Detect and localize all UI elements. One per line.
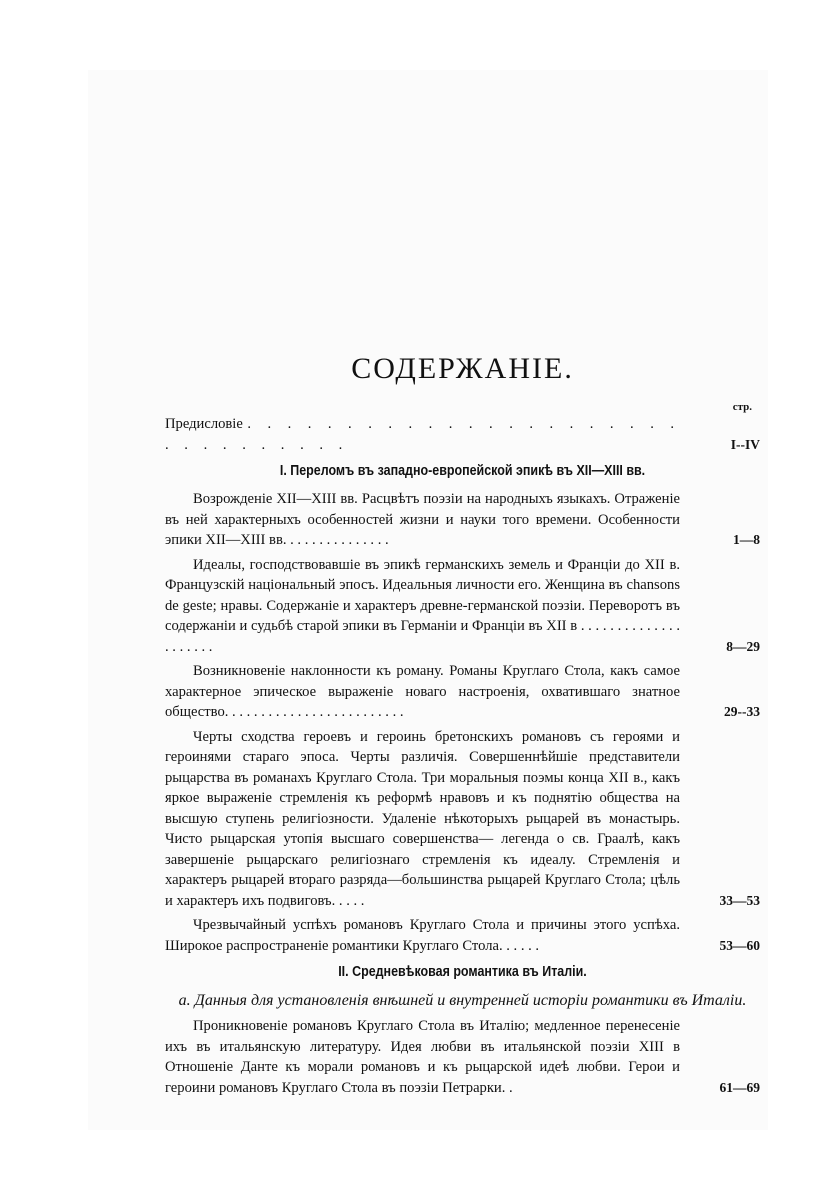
entry-text: Предисловіе	[165, 416, 243, 432]
toc-entry	[165, 661, 760, 723]
toc-entry	[165, 1016, 760, 1098]
toc-entry	[165, 555, 760, 658]
entry-text: Возникновеніе наклонности къ роману. Романы Круглаго Стола, какъ самое характерное эпическое выраженіе новаго настроенія, охватившаго знатное общество. . . . . . . . . . . . . . . . . . . . . . . . .	[165, 663, 680, 720]
entry-text: Чрезвычайный успѣхъ романовъ Круглаго Стола и причины этого успѣха. Широкое распространеніе романтики Круглаго Стола. . . . . .	[165, 917, 680, 954]
entry-text: Черты сходства героевъ и героинь бретонскихъ романовъ съ героями и героинями стараго эпоса. Черты различія. Совершеннѣйшіе представители рыцарства въ романахъ Круглаго Стола. Три моральныя поэмы конца XII в., какъ яркое выраженіе стремленія къ реформѣ нравовъ и къ поднятію общества на высшую ступень религіозности. Удаленіе нѣкоторыхъ рыцарей въ монастырь. Чисто рыцарская утопія высшаго совершенства— легенда о св. Граалѣ, какъ завершеніе рыцарскаго религіознаго стремленія къ идеалу. Стремленія и характеръ рыцарей втораго разряда—большинства рыцарей Круглаго Стола; цѣль и характеръ ихъ подвиговъ. . . . .	[165, 728, 680, 909]
entry-text: Возрожденіе XII—XIII вв. Расцвѣтъ поэзіи на народныхъ языкахъ. Отраженіе въ ней характерныхъ особенностей жизни и науки того времени. Особенности эпики XII—XIII вв. . . . . . . . . . . . . . .	[165, 491, 680, 548]
entry-text: Проникновеніе романовъ Круглаго Стола въ Италію; медленное перенесеніе ихъ въ итальянскую литературу. Идея любви въ итальянской поэзіи XIII в Отношеніе Данте къ морали романовъ и къ рыцарской идеѣ любви. Герои и героини романовъ Круглаго Стола въ поэзіи Петрарки. .	[165, 1018, 680, 1096]
toc-entry-preface	[165, 414, 760, 455]
leader-dots: . . . . . . . . . . . . . . . . . . . . . . . . . . . . . . . .	[165, 416, 680, 453]
entry-pages: 53—60	[719, 937, 760, 953]
toc-entry	[165, 915, 760, 956]
entry-pages: 61—69	[719, 1079, 760, 1095]
entry-pages: 33—53	[719, 892, 760, 908]
toc-entry	[165, 489, 760, 551]
subsection-heading: а. Данныя для установленія внѣшней и внутренней исторіи романтики въ Италіи.	[178, 992, 747, 1009]
table-of-contents	[165, 352, 760, 1098]
entry-pages: I--IV	[730, 436, 760, 452]
section-heading-2: II. Средневѣковая романтика въ Италіи.	[338, 964, 587, 980]
entry-pages: 29--33	[724, 704, 760, 719]
entry-pages: 8—29	[726, 638, 760, 654]
toc-entry	[165, 727, 760, 912]
entry-text: Идеалы, господствовавшіе въ эпикѣ германскихъ земель и Франціи до XII в. Французскій національный эпосъ. Идеальныя личности его. Женщина въ chansons de geste; нравы. Содержаніе и характеръ древне-германской поэзіи. Переворотъ въ содержаніи и судьбѣ старой эпики въ Германіи и Франціи въ XII в . . . . . . . . . . . . . . . . . . . . .	[165, 556, 680, 655]
section-heading-1: I. Переломъ въ западно-европейской эпикѣ въ XII—XIII вв.	[279, 463, 646, 479]
entry-pages: 1—8	[733, 532, 760, 547]
page-column-label: стр.	[732, 401, 752, 413]
page-title: СОДЕРЖАНІЕ.	[351, 352, 574, 385]
